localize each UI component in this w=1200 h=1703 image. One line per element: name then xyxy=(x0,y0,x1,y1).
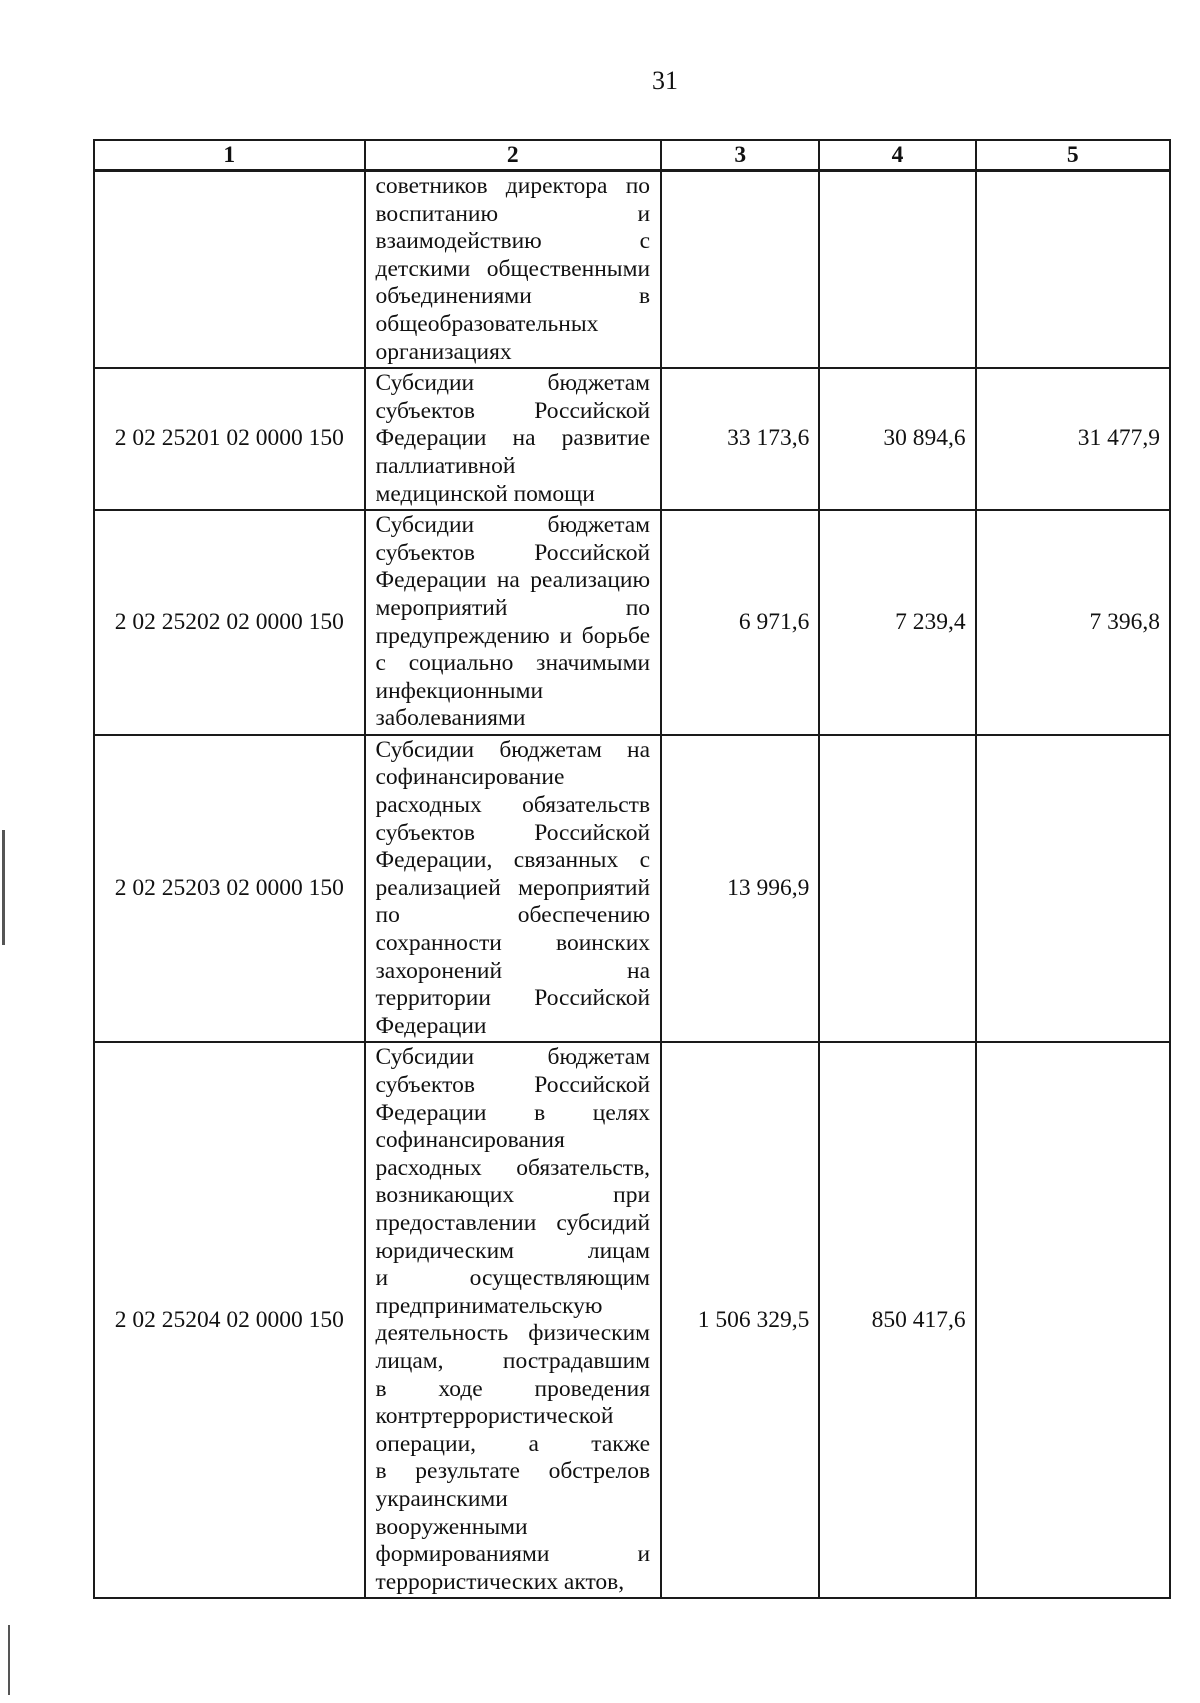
cell-value-col5: 31 477,9 xyxy=(976,368,1170,510)
description-line: заболеваниями xyxy=(375,705,526,732)
description-line: советников директора по xyxy=(375,173,651,199)
cell-value-col5 xyxy=(976,171,1170,369)
classification-code-cell: 2 02 25204 02 0000 150 xyxy=(94,1042,365,1598)
cell-value-col3: 1 506 329,5 xyxy=(661,1042,819,1598)
description-line: Федерации на реализацию xyxy=(375,567,651,594)
description-line: субъектов Российской xyxy=(375,1072,651,1098)
description-line: юридическим лицам xyxy=(375,1237,651,1264)
classification-code-cell: 2 02 25202 02 0000 150 xyxy=(94,510,365,735)
classification-code-cell: 2 02 25201 02 0000 150 xyxy=(94,368,365,510)
description-line: лицам, пострадавшим xyxy=(375,1347,651,1374)
description-line: деятельность физическим xyxy=(375,1320,651,1347)
table-row xyxy=(94,735,1170,1043)
description-line: сохранности воинских xyxy=(375,930,651,957)
description-line: Федерации на развитие xyxy=(375,425,651,452)
table-row xyxy=(94,368,1170,510)
classification-code-cell xyxy=(94,171,365,369)
column-header-2: 2 xyxy=(365,140,662,171)
description-line: формированиями и xyxy=(375,1541,651,1568)
description-cell xyxy=(365,368,662,510)
description-line: террористических актов, xyxy=(375,1568,625,1595)
description-line: возникающих при xyxy=(375,1182,651,1209)
scan-edge-mark xyxy=(2,830,5,945)
column-header-1: 1 xyxy=(94,140,365,171)
cell-value-col3: 13 996,9 xyxy=(661,735,819,1043)
table-body xyxy=(94,171,1170,1599)
description-line: операции, а также xyxy=(375,1430,651,1457)
description-line: Субсидии бюджетам xyxy=(375,512,651,539)
description-line: реализацией мероприятий xyxy=(375,874,651,901)
column-header-3: 3 xyxy=(661,140,819,171)
description-cell xyxy=(365,735,662,1043)
description-line: предпринимательскую xyxy=(375,1292,603,1319)
description-line: Федерации в целях xyxy=(375,1099,651,1126)
description-line: мероприятий по xyxy=(375,594,651,621)
cell-value-col3: 33 173,6 xyxy=(661,368,819,510)
scan-edge-mark xyxy=(8,1625,10,1695)
description-line: с социально значимыми xyxy=(375,650,651,677)
description-line: воспитанию и xyxy=(375,200,651,227)
cell-value-col3 xyxy=(661,171,819,369)
description-line: Субсидии бюджетам xyxy=(375,1044,651,1071)
description-line: и осуществляющим xyxy=(375,1265,651,1292)
cell-value-col5 xyxy=(976,735,1170,1043)
budget-revenue-table xyxy=(93,139,1171,1599)
description-line: общеобразовательных xyxy=(375,310,599,337)
description-line: софинансирования xyxy=(375,1127,565,1154)
description-line: Субсидии бюджетам на xyxy=(375,736,651,763)
cell-value-col4: 850 417,6 xyxy=(819,1042,975,1598)
description-line: вооруженными xyxy=(375,1513,528,1540)
description-line: расходных обязательств, xyxy=(375,1154,651,1181)
description-line: Федерации, связанных с xyxy=(375,847,651,874)
description-line: украинскими xyxy=(375,1485,508,1512)
description-cell xyxy=(365,171,662,369)
description-line: территории Российской xyxy=(375,985,651,1012)
cell-value-col5 xyxy=(976,1042,1170,1598)
description-line: медицинской помощи xyxy=(375,480,595,507)
cell-value-col5: 7 396,8 xyxy=(976,510,1170,735)
column-header-5: 5 xyxy=(976,140,1170,171)
description-line: паллиативной xyxy=(375,452,516,479)
classification-code-cell: 2 02 25203 02 0000 150 xyxy=(94,735,365,1043)
description-line: софинансирование xyxy=(375,764,565,791)
table-header-row xyxy=(94,140,1170,171)
description-line: в результате обстрелов xyxy=(375,1458,651,1485)
page-number: 31 xyxy=(652,66,678,95)
cell-value-col4: 7 239,4 xyxy=(819,510,975,735)
description-line: субъектов Российской xyxy=(375,397,651,424)
cell-value-col4 xyxy=(819,171,975,369)
cell-value-col4 xyxy=(819,735,975,1043)
description-line: в ходе проведения xyxy=(375,1375,651,1402)
description-line: объединениями в xyxy=(375,283,651,310)
description-line: захоронений на xyxy=(375,957,651,984)
description-line: взаимодействию с xyxy=(375,228,651,255)
description-line: субъектов Российской xyxy=(375,539,651,566)
description-line: предоставлении субсидий xyxy=(375,1209,651,1236)
description-line: Федерации xyxy=(375,1012,487,1039)
table-row xyxy=(94,1042,1170,1598)
description-line: предупреждению и борьбе xyxy=(375,622,651,649)
cell-value-col3: 6 971,6 xyxy=(661,510,819,735)
description-line: по обеспечению xyxy=(375,902,651,929)
description-line: расходных обязательств xyxy=(375,792,651,819)
description-line: организациях xyxy=(375,338,512,365)
description-line: Субсидии бюджетам xyxy=(375,370,651,397)
column-header-4: 4 xyxy=(819,140,975,171)
table-row xyxy=(94,510,1170,735)
description-line: контртеррористической xyxy=(375,1403,614,1430)
description-line: инфекционными xyxy=(375,677,544,704)
cell-value-col4: 30 894,6 xyxy=(819,368,975,510)
table-row xyxy=(94,171,1170,369)
description-cell xyxy=(365,510,662,735)
description-cell xyxy=(365,1042,662,1598)
description-line: субъектов Российской xyxy=(375,819,651,846)
description-line: детскими общественными xyxy=(375,255,651,282)
